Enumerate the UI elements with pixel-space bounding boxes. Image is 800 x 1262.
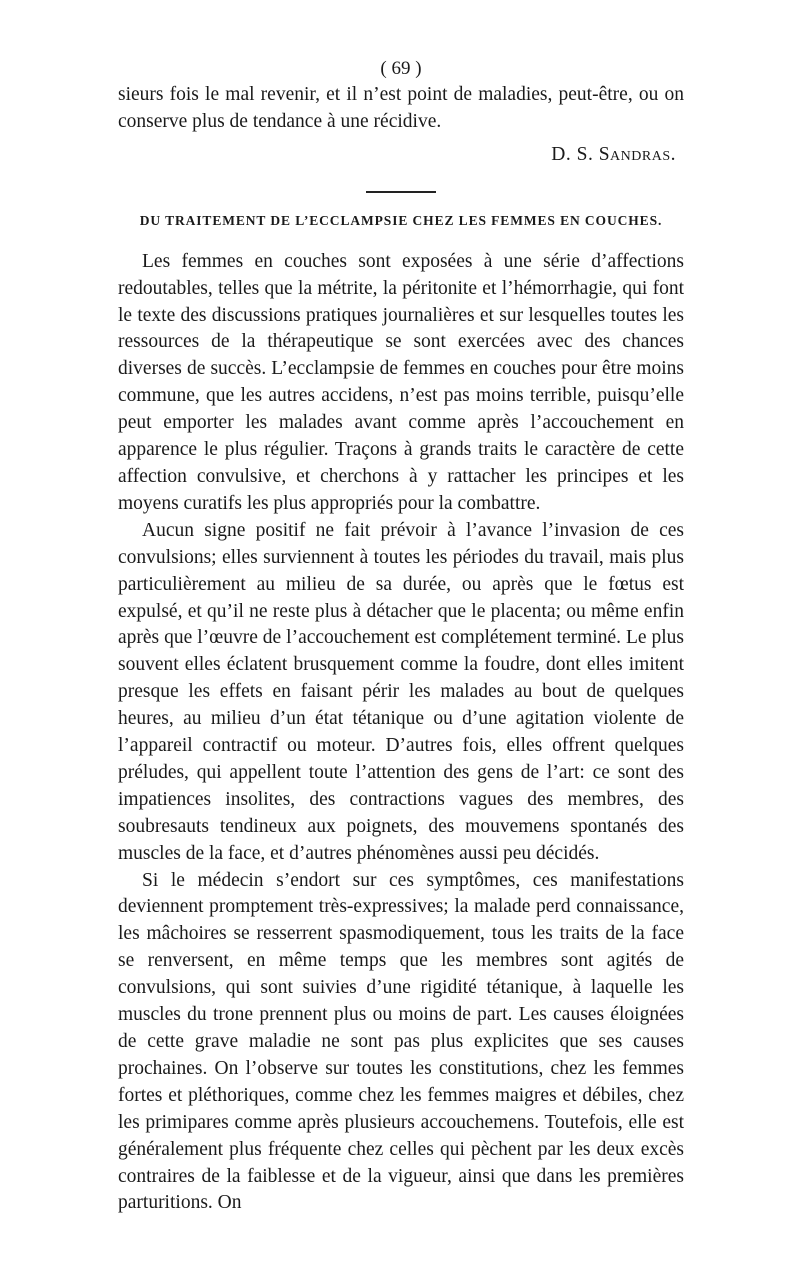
body-paragraph-1: Les femmes en couches sont exposées à une série d’affections redoutables, telles que la métrite, la péritonite et l’hémorrhagie, qui font le texte des discussions pratiques journalières et sur lesquelles toutes les ressources de la thérapeutique se sont exercées avec des chances diverses de succès. L’ecclampsie de femmes en couches pour être moins commune, que les autres accidens, n’est pas moins terrible, puisqu’elle peut emporter les malades avant comme après l’accouchement en apparence le plus régulier. Traçons à grands traits le caractère de cette affection convulsive, et cherchons à y rattacher les principes et les moyens curatifs les plus appropriés pour la combattre.: [118, 250, 684, 514]
author-signature: [118, 142, 684, 169]
signature-initials: D. S.: [551, 143, 594, 165]
article-title: DU TRAITEMENT DE L’ECCLAMPSIE CHEZ LES FEMMES EN COUCHES.: [139, 212, 663, 228]
signature-surname: Sandras.: [598, 143, 676, 165]
body-paragraph-2: Aucun signe positif ne fait prévoir à l’avance l’invasion de ces convulsions; elles surviennent à toutes les périodes du travail, mais plus particulièrement au milieu de sa durée, ou après que le fœtus est expulsé, et qu’il ne reste plus à détacher que le placenta; ou même enfin après que l’œuvre de l’accouchement est complétement terminé. Le plus souvent elles éclatent brusquement comme la foudre, dont elles imitent presque les effets en faisant périr les malades au bout de quelques heures, au milieu d’un état tétanique ou d’une agitation violente de l’appareil contractif ou moteur. D’autres fois, elles offrent quelques préludes, qui appellent toute l’attention des gens de l’art: ce sont des impatiences insolites, des contractions vagues des membres, des soubresauts tendineux aux poignets, des mouvemens spontanés des muscles de la face, et d’autres phénomènes aussi peu décidés.: [118, 519, 684, 864]
body-paragraph-3: Si le médecin s’endort sur ces symptômes, ces manifestations deviennent promptement très-expressives; la malade perd connaissance, les mâchoires se resserrent spasmodiquement, tous les traits de la face se renversent, en même temps que les membres sont agités de convulsions, qui sont suivies d’une rigidité tétanique, à laquelle les muscles du trone prennent plus ou moins de part. Les causes éloignées de cette grave maladie ne sont pas plus explicites que ses causes prochaines. On l’observe sur toutes les constitutions, chez les femmes fortes et pléthoriques, comme chez les femmes maigres et débiles, chez les primipares comme après plusieurs accouchemens. Toutefois, elle est généralement plus fréquente chez celles qui pèchent par les deux excès contraires de la faiblesse et de la vigueur, ainsi que dans les premières parturitions. On: [118, 869, 684, 1214]
section-divider: [366, 191, 436, 193]
continuation-paragraph: sieurs fois le mal revenir, et il n’est point de maladies, peut-être, ou on conserve plus de tendance à une récidive.: [118, 84, 684, 132]
page-number: ( 69 ): [380, 58, 422, 79]
book-page: [118, 56, 684, 1217]
